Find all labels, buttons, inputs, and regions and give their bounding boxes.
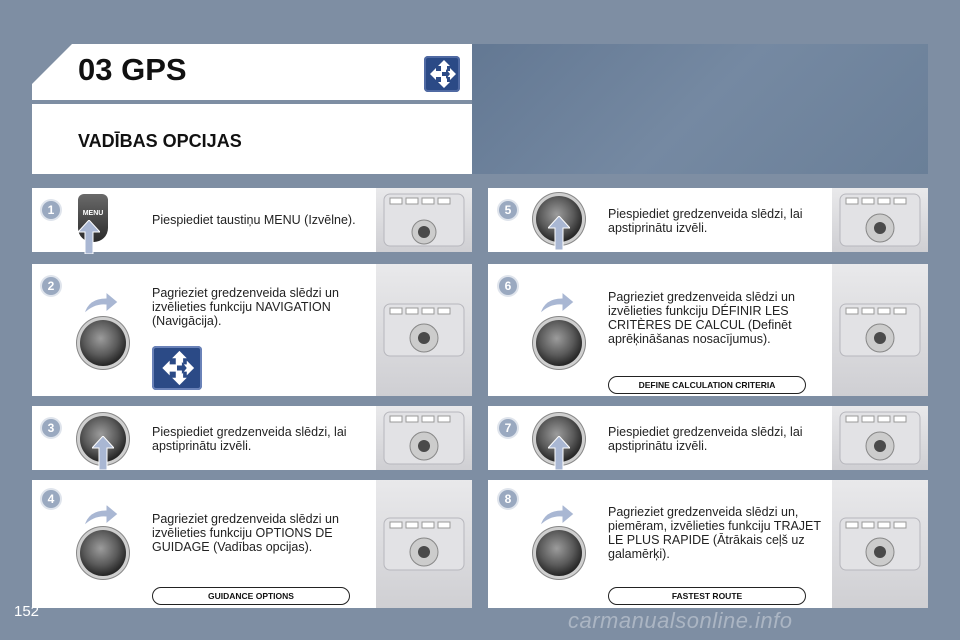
step-7-badge: 7 — [499, 419, 517, 437]
up-arrow-icon — [92, 436, 114, 470]
step-6-badge: 6 — [499, 277, 517, 295]
knob-icon — [80, 320, 126, 366]
step-4-badge: 4 — [42, 490, 60, 508]
control-panel-icon — [832, 406, 928, 470]
step-1-badge: 1 — [42, 201, 60, 219]
control-panel-icon — [832, 264, 928, 396]
header-divider — [32, 100, 472, 102]
step-2-badge: 2 — [42, 277, 60, 295]
control-panel-icon — [376, 188, 472, 252]
step-5-badge: 5 — [499, 201, 517, 219]
control-panel-icon — [832, 480, 928, 608]
step-8-text: Pagrieziet gredzenveida slēdzi un, piemēram, izvēlieties funkciju TRAJET LE PLUS RAPIDE (Ātrākais ceļš uz galamērķi). — [608, 505, 822, 561]
knob-icon — [536, 530, 582, 576]
knob-icon — [536, 320, 582, 366]
step-3-text: Piespiediet gredzenveida slēdzi, lai apstiprinātu izvēli. — [152, 425, 347, 453]
up-arrow-icon — [78, 220, 100, 254]
navigation-icon — [152, 346, 202, 390]
navigation-icon — [424, 56, 460, 92]
step-2-text: Pagrieziet gredzenveida slēdzi un izvēlieties funkciju NAVIGATION (Navigācija). — [152, 286, 339, 328]
step-5-text: Piespiediet gredzenveida slēdzi, lai apstiprinātu izvēli. — [608, 207, 803, 235]
page-number: 152 — [14, 603, 40, 620]
define-criteria-label: DEFINE CALCULATION CRITERIA — [608, 376, 806, 394]
menu-button: MENU — [78, 194, 108, 242]
knob-icon — [80, 530, 126, 576]
step-6-text: Pagrieziet gredzenveida slēdzi un izvēlieties funkciju DÉFINIR LES CRITÈRES DE CALCUL (Definēt aprēķināšanas nosacījumus). — [608, 290, 795, 346]
rotate-arrow-icon — [82, 504, 118, 528]
control-panel-icon — [376, 406, 472, 470]
step-1-text: Piespiediet taustiņu MENU (Izvēlne). — [152, 213, 356, 227]
watermark: carmanualsonline.info — [568, 608, 793, 633]
step-3-badge: 3 — [42, 419, 60, 437]
step-4-text: Pagrieziet gredzenveida slēdzi un izvēlieties funkciju OPTIONS DE GUIDAGE (Vadības opcijas). — [152, 512, 339, 554]
fastest-route-label: FASTEST ROUTE — [608, 587, 806, 605]
control-panel-icon — [376, 264, 472, 396]
section-title: VADĪBAS OPCIJAS — [78, 131, 242, 151]
guidance-options-label: GUIDANCE OPTIONS — [152, 587, 350, 605]
rotate-arrow-icon — [538, 292, 574, 316]
step-8-badge: 8 — [499, 490, 517, 508]
topographic-banner — [472, 44, 928, 174]
control-panel-icon — [376, 480, 472, 608]
up-arrow-icon — [548, 436, 570, 470]
rotate-arrow-icon — [538, 504, 574, 528]
step-7-text: Piespiediet gredzenveida slēdzi, lai apstiprinātu izvēli. — [608, 425, 803, 453]
up-arrow-icon — [548, 216, 570, 250]
control-panel-icon — [832, 188, 928, 252]
rotate-arrow-icon — [82, 292, 118, 316]
chapter-title: 03 GPS — [78, 52, 187, 87]
